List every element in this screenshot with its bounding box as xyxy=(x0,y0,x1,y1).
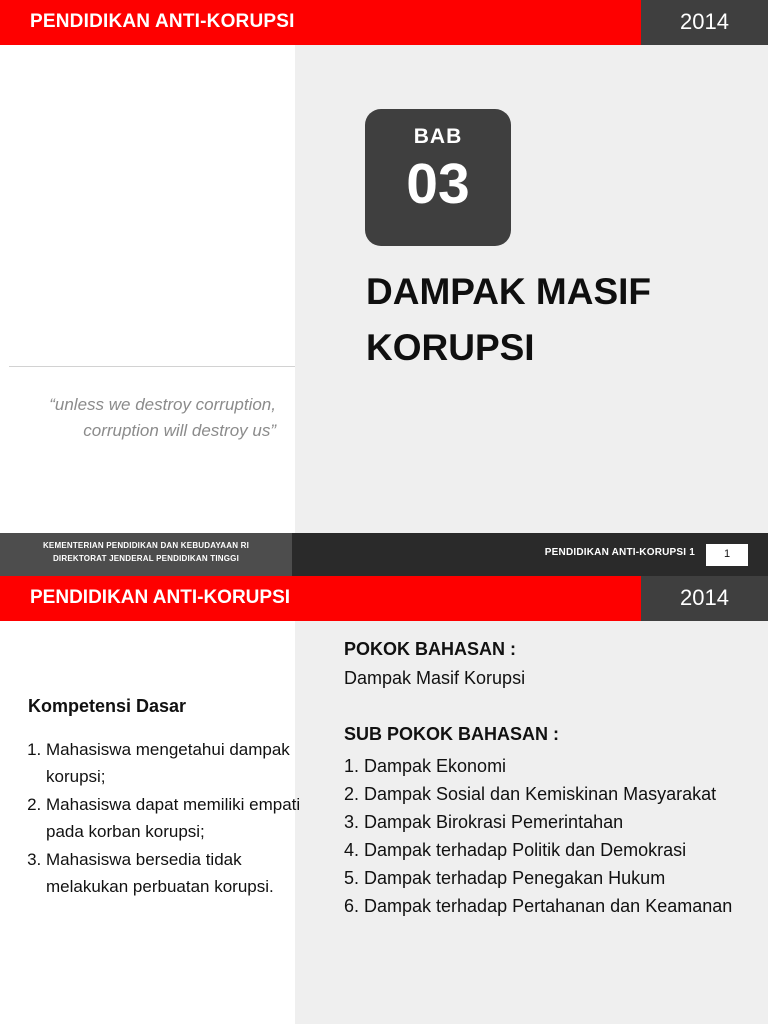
list-item: 5. Dampak terhadap Penegakan Hukum xyxy=(364,864,768,892)
slide-1-title: DAMPAK MASIF KORUPSI xyxy=(366,271,652,368)
slide-1-header-title: PENDIDIKAN ANTI-KORUPSI xyxy=(30,11,295,32)
slide-2-header-title: PENDIDIKAN ANTI-KORUPSI xyxy=(30,587,291,608)
footer-institution-line-2: DIREKTORAT JENDERAL PENDIDIKAN TINGGI xyxy=(52,554,240,563)
kompetensi-dasar-heading: Kompetensi Dasar xyxy=(28,696,187,716)
slide-1-footer-right xyxy=(292,533,768,576)
list-item: 3. Mahasiswa bersedia tidak melakukan perbuatan korupsi. xyxy=(46,846,316,900)
list-item: 6. Dampak terhadap Pertahanan dan Keamanan xyxy=(364,892,768,920)
list-item: 1. Dampak Ekonomi xyxy=(364,752,768,780)
slide-2-header-bar xyxy=(0,576,768,621)
slide-1-page-number-box xyxy=(706,544,748,566)
slide-2 xyxy=(0,576,768,1024)
sub-pokok-bahasan-list xyxy=(330,752,768,920)
list-item: 2. Mahasiswa dapat memiliki empati pada korban korupsi; xyxy=(46,791,316,845)
slide-1-header-bar xyxy=(0,0,768,45)
sub-pokok-bahasan-label: SUB POKOK BAHASAN : xyxy=(344,724,560,744)
pokok-bahasan-value: Dampak Masif Korupsi xyxy=(344,668,526,688)
slide-2-year-badge xyxy=(641,576,768,621)
chapter-badge xyxy=(365,109,511,246)
pokok-bahasan-label: POKOK BAHASAN : xyxy=(344,639,517,659)
slide-1-quote: “unless we destroy corruption, corruption will destroy us” xyxy=(49,395,276,440)
footer-institution-line-1: KEMENTERIAN PENDIDIKAN DAN KEBUDAYAAN RI xyxy=(42,541,250,550)
slide-1-divider xyxy=(9,366,295,367)
chapter-badge-number: 03 xyxy=(406,152,470,216)
list-item: 4. Dampak terhadap Politik dan Demokrasi xyxy=(364,836,768,864)
slide-1-footer-left xyxy=(0,533,292,576)
chapter-badge-label: BAB xyxy=(413,125,463,148)
slide-1-year-badge xyxy=(641,0,768,45)
list-item: 3. Dampak Birokrasi Pemerintahan xyxy=(364,808,768,836)
slide-2-year-text: 2014 xyxy=(680,585,729,610)
list-item: 2. Dampak Sosial dan Kemiskinan Masyarakat xyxy=(364,780,768,808)
footer-course-label: PENDIDIKAN ANTI-KORUPSI 1 xyxy=(544,547,695,558)
slide-1-year-text: 2014 xyxy=(680,9,729,34)
list-item: 1. Mahasiswa mengetahui dampak korupsi; xyxy=(46,736,316,790)
kompetensi-dasar-list xyxy=(14,736,316,901)
slide-1-page-number: 1 xyxy=(723,548,731,560)
